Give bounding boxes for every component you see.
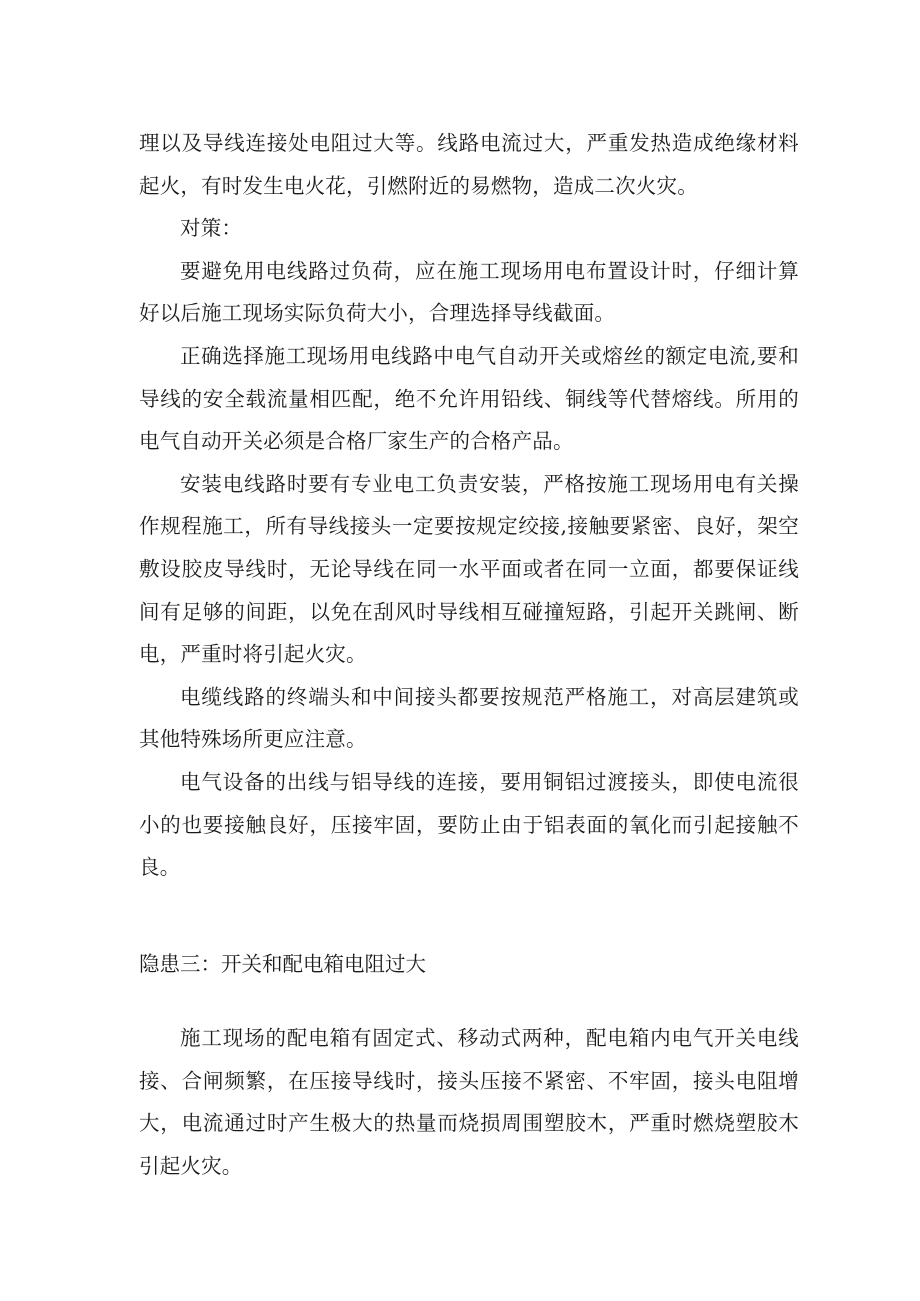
paragraph-aluminum-connection: 电气设备的出线与铝导线的连接，要用铜铝过渡接头，即使电流很小的也要接触良好，压接牢固，要防止由于铝表面的氧化而引起接触不良。 [139,769,799,880]
text-block-upper [139,122,799,889]
section-heading: 隐患三：开关和配电箱电阻过大 [139,952,426,976]
paragraph-distribution-box: 施工现场的配电箱有固定式、移动式两种，配电箱内电气开关电线接、合闸频繁，在压接导线时，接头压接不紧密、不牢固，接头电阻增大，电流通过时产生极大的热量而烧损周围塑胶木，严重时燃烧塑胶木引起火灾。 [139,1026,799,1178]
paragraph-cable-joints: 电缆线路的终端头和中间接头都要按规范严格施工，对高层建筑或其他特殊场所更应注意。 [139,684,799,752]
paragraph-installation: 安装电线路时要有专业电工负责安装，严格按施工现场用电有关操作规程施工，所有导线接头一定要按规定绞接,接触要紧密、良好，架空敷设胶皮导线时，无论导线在同一水平面或者在同一立面，都要保证线间有足够的间距，以免在刮风时导线相互碰撞短路，引起开关跳闸、断电，严重时将引起火灾。 [139,471,799,667]
paragraph-rated-current: 正确选择施工现场用电线路中电气自动开关或熔丝的额定电流,要和导线的安全载流量相匹配，绝不允许用铅线、铜线等代替熔线。所用的电气自动开关必须是合格厂家生产的合格产品。 [139,343,799,454]
paragraph-avoid-overload: 要避免用电线路过负荷，应在施工现场用电布置设计时，仔细计算好以后施工现场实际负荷大小，合理选择导线截面。 [139,258,799,326]
paragraph-continuation: 理以及导线连接处电阻过大等。线路电流过大，严重发热造成绝缘材料起火，有时发生电火花，引燃附近的易燃物，造成二次火灾。 [139,131,799,198]
paragraph-countermeasure-label: 对策： [180,216,243,241]
text-block-lower [139,1017,799,1187]
